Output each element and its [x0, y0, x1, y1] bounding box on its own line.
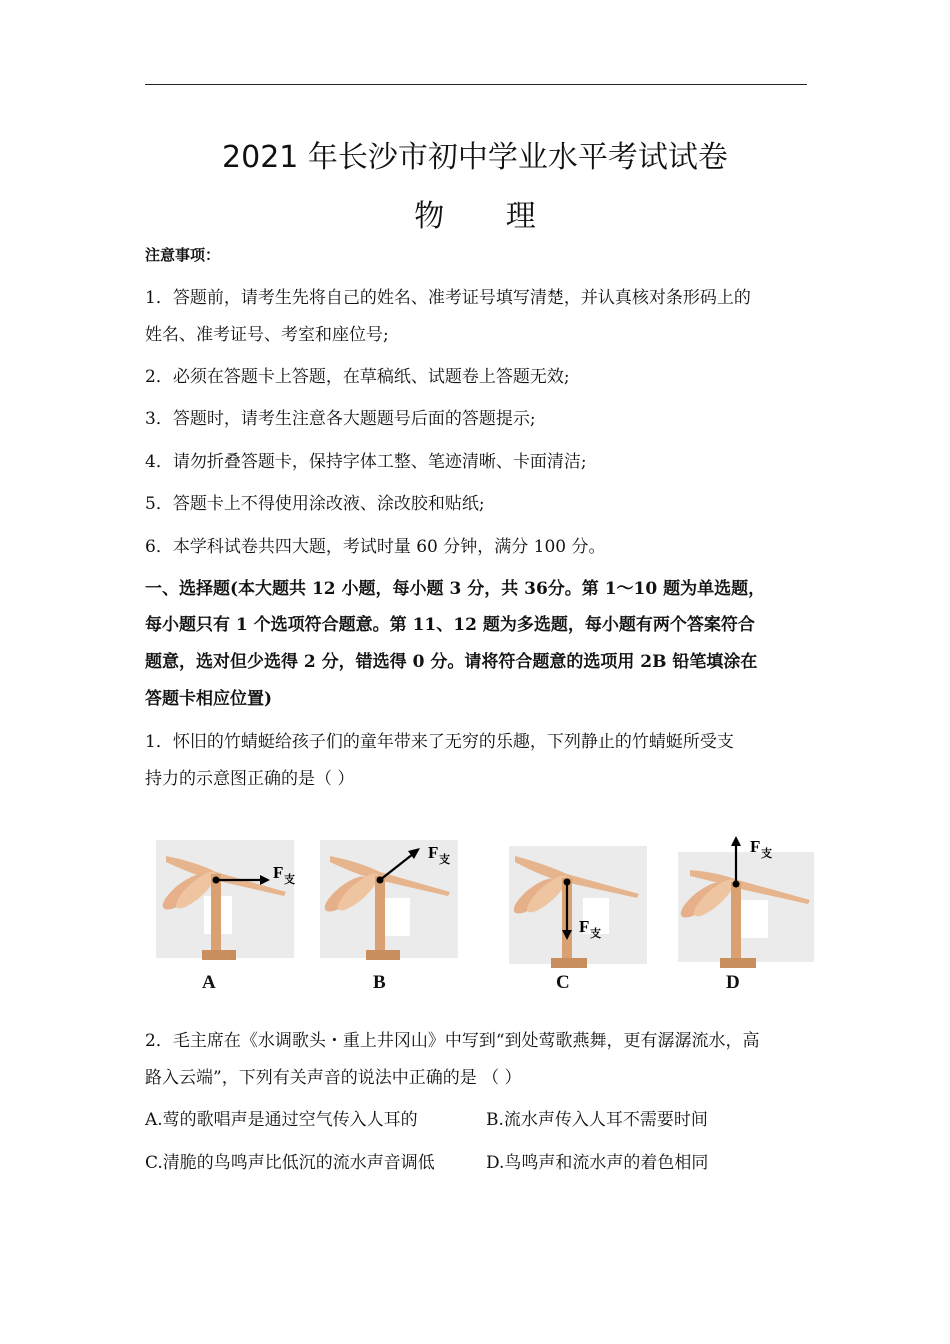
q2-option-d: D.鸟鸣声和流水声的着色相同	[486, 1153, 709, 1173]
note-line: 4．请勿折叠答题卡，保持字体工整、笔迹清晰、卡面清洁;	[145, 452, 587, 472]
note-line: 1．答题前，请考生先将自己的姓名、准考证号填写清楚，并认真核对条形码上的	[145, 288, 751, 308]
force-label: F	[750, 837, 761, 856]
figure-option-b	[320, 836, 470, 971]
subject-title: 物 理	[414, 199, 562, 234]
exam-title: 2021 年长沙市初中学业水平考试试卷	[222, 140, 728, 175]
note-line: 3．答题时，请考生注意各大题题号后面的答题提示;	[145, 409, 536, 429]
option-label-a: A	[202, 972, 216, 993]
figure-option-a	[156, 836, 306, 971]
question-1-text: 持力的示意图正确的是（ ）	[145, 769, 355, 789]
force-subscript: 支	[439, 854, 450, 866]
section-instruction: 题意，选对但少选得 2 分，错选得 0 分。请将符合题意的选项用 2B 铅笔填涂在	[145, 652, 758, 672]
force-label: F	[579, 917, 590, 936]
figure-option-c	[509, 836, 659, 976]
option-label-c: C	[556, 972, 570, 993]
force-label: F	[273, 863, 284, 882]
option-label-b: B	[373, 972, 386, 993]
force-subscript: 支	[590, 928, 601, 940]
figure-option-d	[676, 836, 826, 976]
top-rule	[145, 84, 807, 85]
force-subscript: 支	[284, 874, 295, 886]
note-line: 2．必须在答题卡上答题，在草稿纸、试题卷上答题无效;	[145, 367, 570, 387]
q2-option-a: A.莺的歌唱声是通过空气传入人耳的	[145, 1110, 418, 1130]
section-instruction: 答题卡相应位置)	[145, 689, 273, 709]
notes-heading: 注意事项：	[145, 246, 221, 264]
question-1-text: 1．怀旧的竹蜻蜓给孩子们的童年带来了无穷的乐趣，下列静止的竹蜻蜓所受支	[145, 732, 734, 752]
option-label-d: D	[726, 972, 740, 993]
q2-option-b: B.流水声传入人耳不需要时间	[486, 1110, 708, 1130]
note-line: 6．本学科试卷共四大题，考试时量 60 分钟，满分 100 分。	[145, 537, 606, 557]
note-line: 姓名、准考证号、考室和座位号;	[145, 325, 389, 345]
force-label: F	[428, 843, 439, 862]
note-line: 5．答题卡上不得使用涂改液、涂改胶和贴纸;	[145, 494, 485, 514]
force-subscript: 支	[761, 848, 772, 860]
section-instruction: 一、选择题(本大题共 12 小题，每小题 3 分，共 36分。第 1～10 题为单选题，	[145, 579, 766, 599]
question-2-text: 路入云端”，下列有关声音的说法中正确的是 （ ）	[145, 1068, 522, 1088]
question-2-text: 2．毛主席在《水调歌头・重上井冈山》中写到“到处莺歌燕舞，更有潺潺流水，高	[145, 1031, 760, 1051]
section-instruction: 每小题只有 1 个选项符合题意。第 11、12 题为多选题，每小题有两个答案符合	[145, 615, 755, 635]
q2-option-c: C.清脆的鸟鸣声比低沉的流水声音调低	[145, 1153, 435, 1173]
